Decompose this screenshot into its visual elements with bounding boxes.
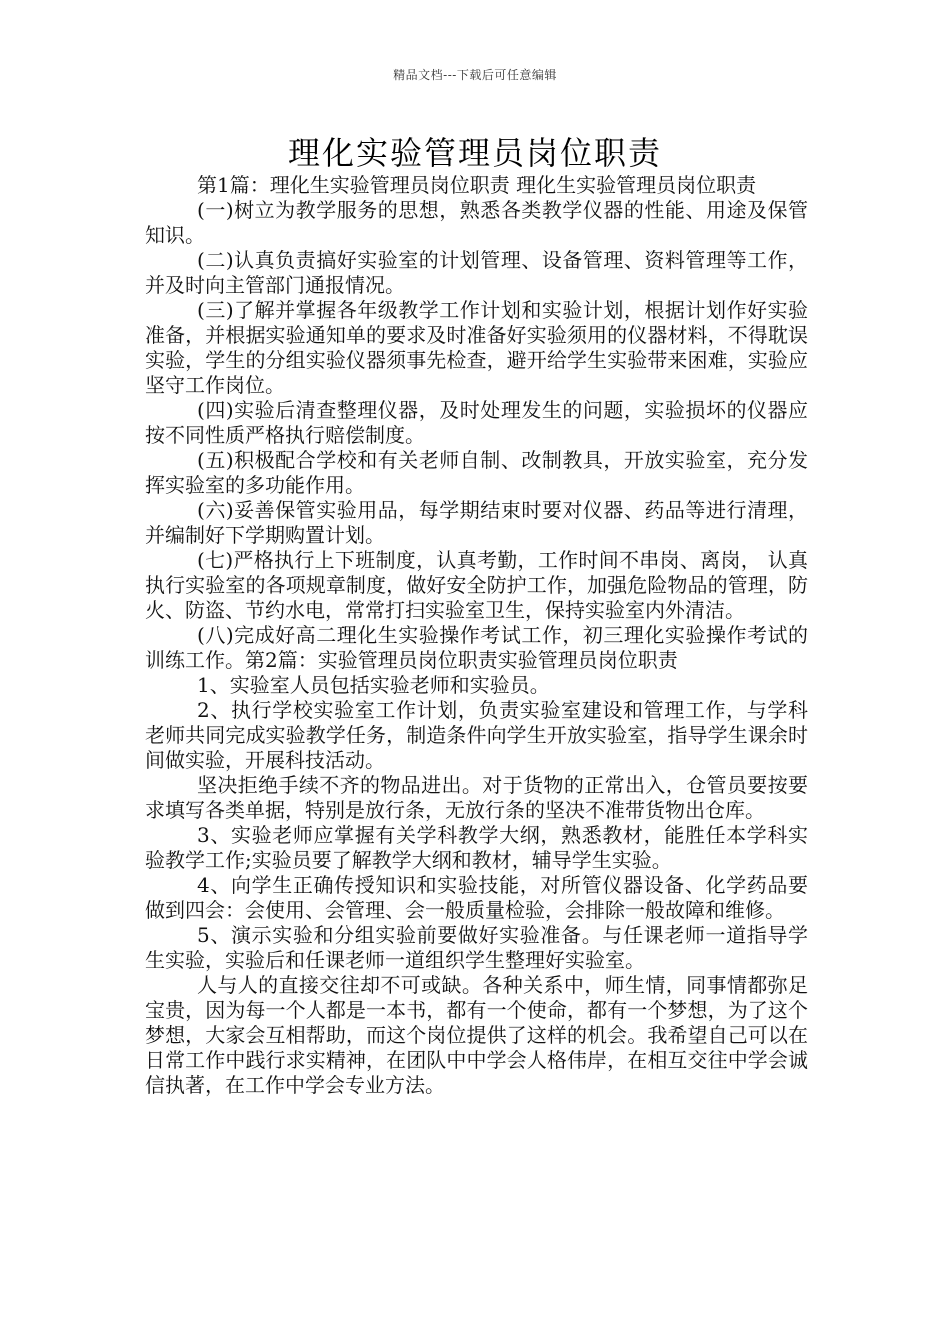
paragraph: (六)妥善保管实验用品，每学期结束时要对仪器、药品等进行清理，并编制好下学期购置计划。 [145,498,808,547]
paragraph: (四)实验后清查整理仪器，及时处理发生的问题，实验损坏的仪器应按不同性质严格执行赔偿制度。 [145,398,808,447]
paragraph: 1、实验室人员包括实验老师和实验员。 [197,673,550,697]
paragraph: (五)积极配合学校和有关老师自制、改制教具，开放实验室，充分发挥实验室的多功能作用。 [145,448,808,497]
paragraph: 2、执行学校实验室工作计划，负责实验室建设和管理工作，与学科老师共同完成实验教学任务，制造条件向学生开放实验室，指导学生课余时间做实验，开展科技活动。 [145,698,808,772]
document-body [145,173,808,1098]
paragraph: (三)了解并掌握各年级教学工作计划和实验计划，根据计划作好实验准备，并根据实验通知单的要求及时准备好实验须用的仪器材料，不得耽误实验，学生的分组实验仪器须事先检查，避开给学生实验带来困难，实验应坚守工作岗位。 [145,298,808,397]
paragraph: 第1篇：理化生实验管理员岗位职责 理化生实验管理员岗位职责 [197,173,757,197]
header-note: 精品文档---下载后可任意编辑 [393,68,557,82]
paragraph: 坚决拒绝手续不齐的物品进出。对于货物的正常出入，仓管员要按要求填写各类单据，特别是放行条，无放行条的坚决不准带货物出仓库。 [145,773,808,822]
paragraph: (七)严格执行上下班制度，认真考勤，工作时间不串岗、离岗， 认真执行实验室的各项规章制度，做好安全防护工作，加强危险物品的管理，防火、防盗、节约水电，常常打扫实验室卫生，保持实验室内外清洁。 [145,548,808,622]
document-title: 理化实验管理员岗位职责 [287,134,662,172]
paragraph: 4、向学生正确传授知识和实验技能，对所管仪器设备、化学药品要做到四会：会使用、会管理、会一般质量检验，会排除一般故障和维修。 [145,873,808,922]
paragraph: 5、演示实验和分组实验前要做好实验准备。与任课老师一道指导学生实验，实验后和任课老师一道组织学生整理好实验室。 [145,923,808,972]
paragraph: (二)认真负责搞好实验室的计划管理、设备管理、资料管理等工作，并及时向主管部门通报情况。 [145,248,808,297]
paragraph: 3、实验老师应掌握有关学科教学大纲，熟悉教材，能胜任本学科实验教学工作;实验员要了解教学大纲和教材，辅导学生实验。 [145,823,808,872]
paragraph: (一)树立为教学服务的思想，熟悉各类教学仪器的性能、用途及保管知识。 [145,198,808,247]
paragraph: (八)完成好高二理化生实验操作考试工作，初三理化实验操作考试的训练工作。第2篇：实验管理员岗位职责实验管理员岗位职责 [145,623,808,672]
paragraph: 人与人的直接交往却不可或缺。各种关系中，师生情，同事情都弥足宝贵，因为每一个人都是一本书，都有一个使命，都有一个梦想，为了这个梦想，大家会互相帮助，而这个岗位提供了这样的机会。我希望自己可以在日常工作中践行求实精神，在团队中中学会人格伟岸，在相互交往中学会诚信执著，在工作中学会专业方法。 [145,973,808,1097]
